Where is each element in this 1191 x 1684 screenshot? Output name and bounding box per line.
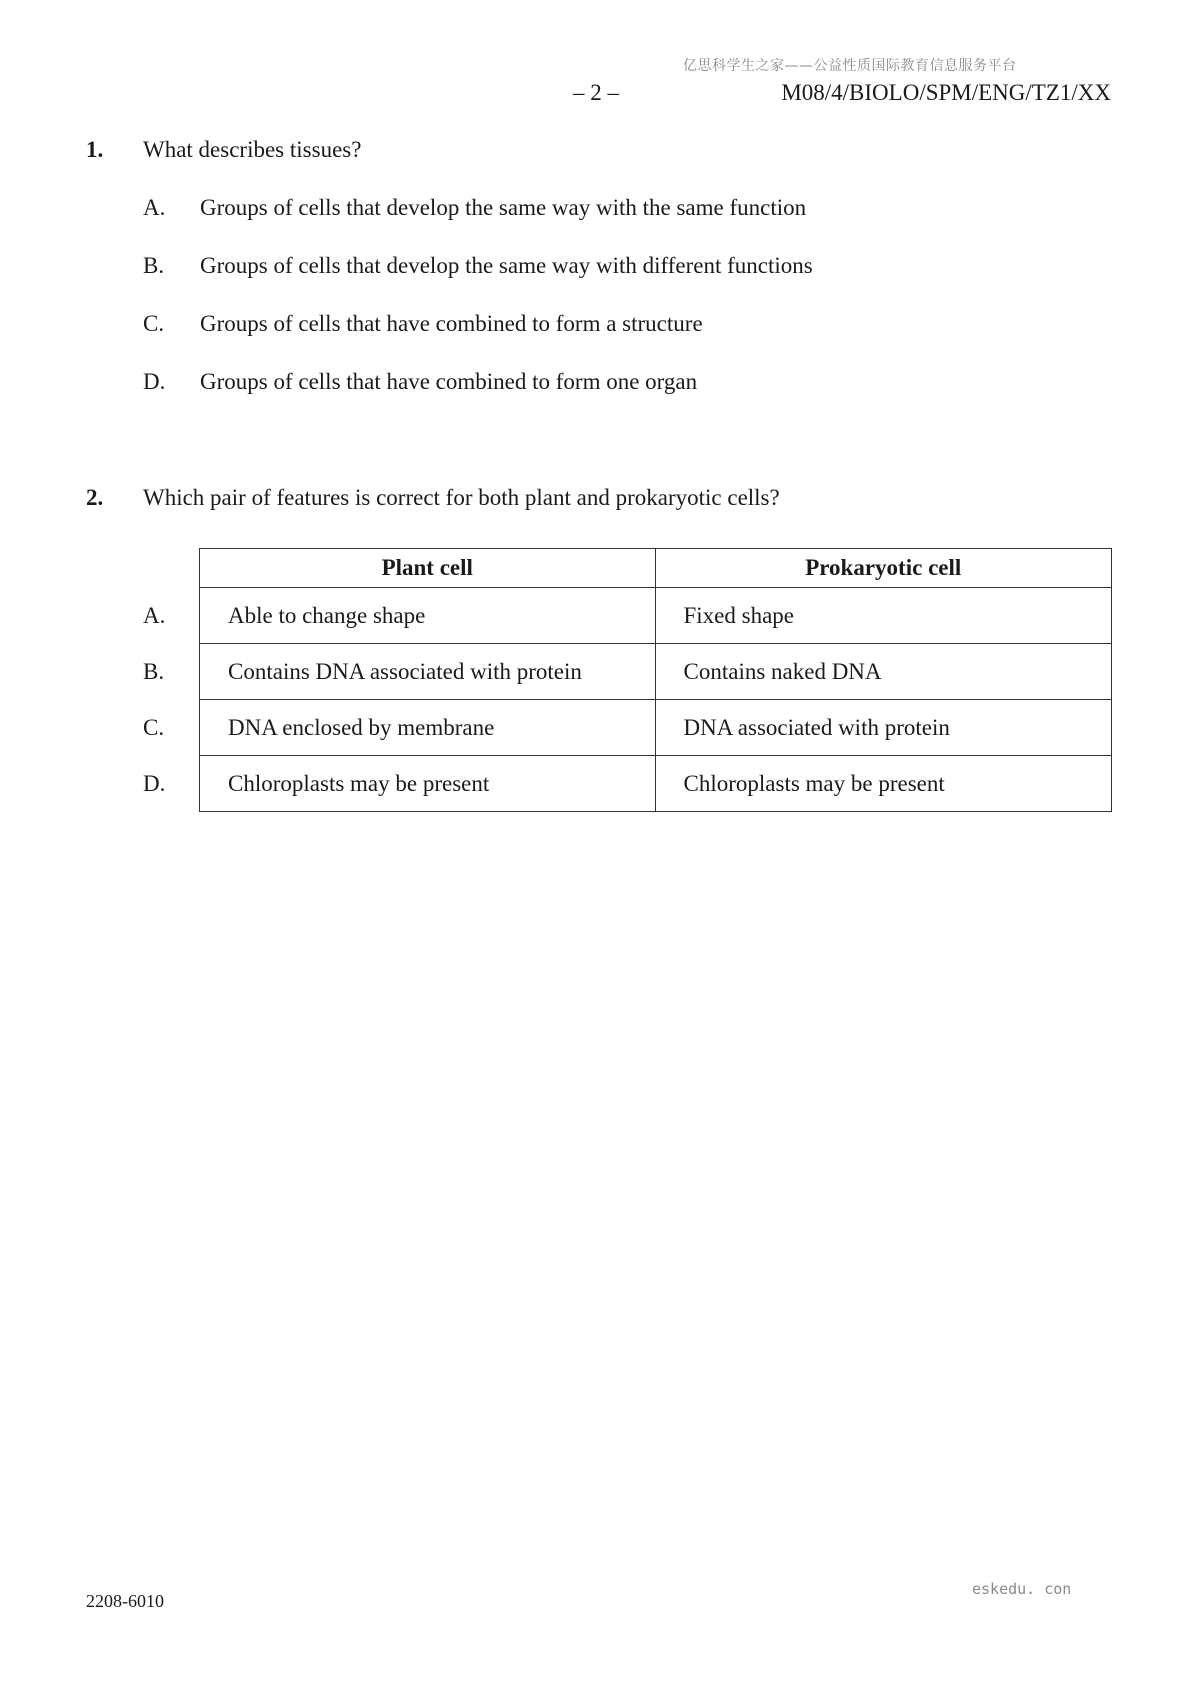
header-prokaryotic-cell: Prokaryotic cell: [655, 549, 1112, 588]
prokaryotic-cell-cell: DNA associated with protein: [655, 700, 1112, 756]
table-row: [200, 700, 1112, 756]
question-2-text: Which pair of features is correct for both plant and prokaryotic cells?: [143, 485, 780, 510]
prokaryotic-cell-cell: Chloroplasts may be present: [655, 756, 1112, 812]
paper-code: M08/4/BIOLO/SPM/ENG/TZ1/XX: [781, 80, 1111, 105]
question-1-text: What describes tissues?: [143, 137, 362, 162]
question-2-number: 2.: [86, 485, 104, 510]
header-plant-cell: Plant cell: [200, 549, 656, 588]
q2-row-d-letter: D.: [143, 771, 166, 796]
watermark-text: 亿思科学生之家——公益性质国际教育信息服务平台: [683, 58, 1017, 74]
table-header-row: [200, 549, 1112, 588]
q1-option-a-text: Groups of cells that develop the same way with the same function: [200, 195, 807, 220]
q1-option-b-text: Groups of cells that develop the same way with different functions: [200, 253, 813, 278]
prokaryotic-cell-cell: Contains naked DNA: [655, 644, 1112, 700]
q2-row-c-letter: C.: [143, 715, 165, 740]
table-row: [200, 588, 1112, 644]
table-row: [200, 644, 1112, 700]
page-number: – 2 –: [573, 80, 619, 105]
question-1-number: 1.: [86, 137, 104, 162]
site-watermark: eskedu. con: [972, 1580, 1072, 1598]
table-row: [200, 756, 1112, 812]
q1-option-d-text: Groups of cells that have combined to form one organ: [200, 369, 698, 394]
q2-row-b-letter: B.: [143, 659, 165, 684]
prokaryotic-cell-cell: Fixed shape: [655, 588, 1112, 644]
q1-option-d-letter: D.: [143, 369, 166, 394]
q1-option-b-letter: B.: [143, 253, 165, 278]
plant-cell-cell: Chloroplasts may be present: [200, 756, 656, 812]
plant-cell-cell: DNA enclosed by membrane: [200, 700, 656, 756]
plant-cell-cell: Able to change shape: [200, 588, 656, 644]
q1-option-c-text: Groups of cells that have combined to form a structure: [200, 311, 703, 336]
q2-row-a-letter: A.: [143, 603, 166, 628]
footer-code: 2208-6010: [86, 1591, 164, 1611]
plant-cell-cell: Contains DNA associated with protein: [200, 644, 656, 700]
q1-option-a-letter: A.: [143, 195, 166, 220]
features-table: [199, 548, 1112, 812]
q1-option-c-letter: C.: [143, 311, 165, 336]
